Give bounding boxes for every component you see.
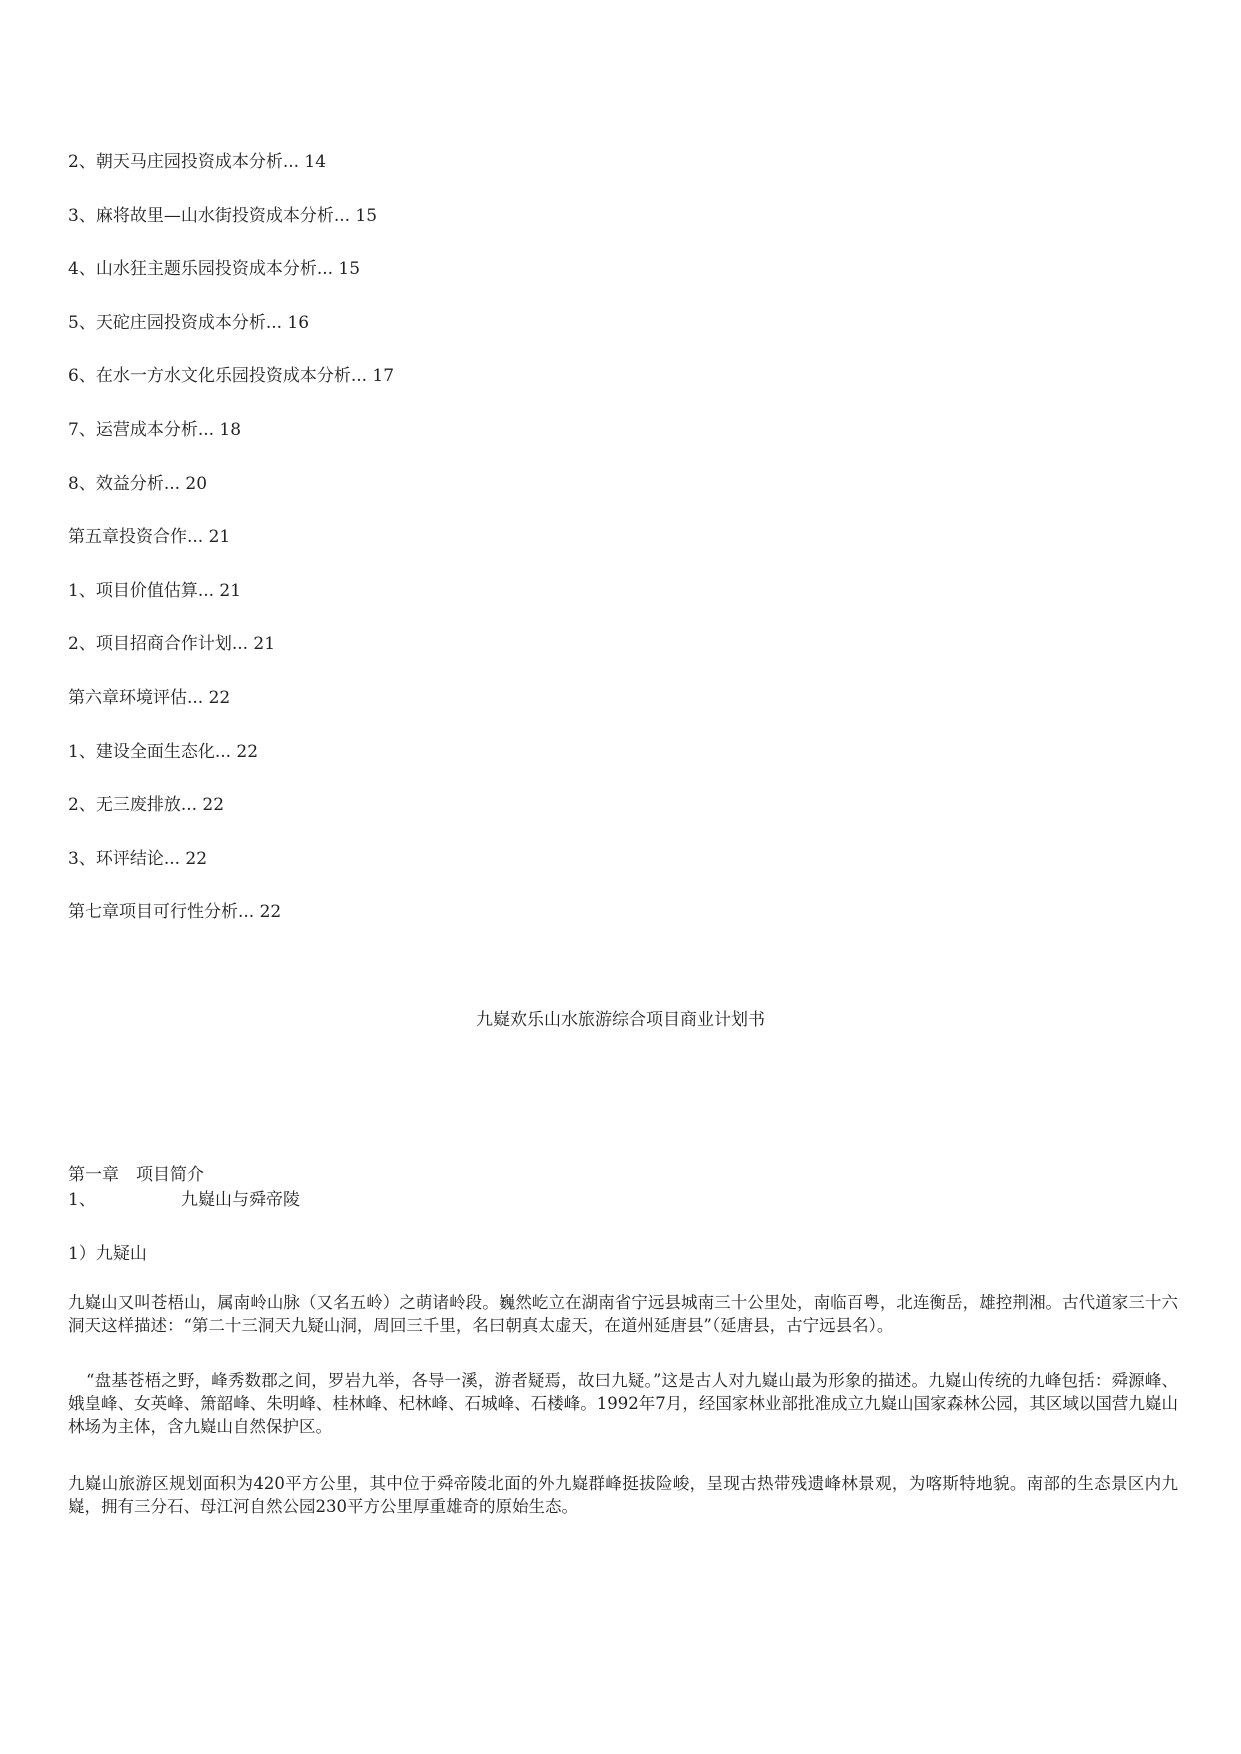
toc-entry[interactable]: 3、麻将故里—山水街投资成本分析... 15 [68, 205, 378, 226]
toc-entry[interactable]: 2、朝天马庄园投资成本分析... 14 [68, 152, 327, 172]
toc-entry[interactable]: 7、运营成本分析... 18 [68, 419, 242, 440]
chapter-heading: 第一章 项目简介 [68, 1165, 204, 1185]
toc-entry[interactable]: 6、在水一方水文化乐园投资成本分析... 17 [68, 366, 395, 387]
body-paragraph: 九嶷山旅游区规划面积为420平方公里，其中位于舜帝陵北面的外九嶷群峰挺拔险峻，呈现古热带残遗峰林景观，为喀斯特地貌。南部的生态景区内九嶷，拥有三分石、母江河自然公园230平方公里厚重雄奇的原始生态。 [68, 1474, 1178, 1516]
body-paragraph: “盘基苍梧之野，峰秀数郡之间，罗岩九举，各导一溪，游者疑焉，故曰九疑。”这是古人对九嶷山最为形象的描述。九嶷山传统的九峰包括：舜源峰、娥皇峰、女英峰、箫韶峰、朱明峰、桂林峰、杞林峰、石城峰、石楼峰。1992年7月，经国家林业部批准成立九嶷山国家森林公园，其区域以国营九嶷山林场为主体，含九嶷山自然保护区。 [68, 1371, 1178, 1436]
section-number: 1、 [68, 1190, 96, 1210]
toc-entry[interactable]: 第六章环境评估... 22 [68, 687, 231, 708]
toc-entry[interactable]: 第七章项目可行性分析... 22 [68, 902, 282, 923]
toc-entry[interactable]: 8、效益分析... 20 [68, 473, 208, 494]
toc-entry[interactable]: 2、无三废排放... 22 [68, 795, 225, 816]
toc-entry[interactable]: 5、天砣庄园投资成本分析... 16 [68, 312, 310, 333]
body-paragraph: 九嶷山又叫苍梧山，属南岭山脉（又名五岭）之萌诸岭段。巍然屹立在湖南省宁远县城南三十公里处，南临百粤，北连衡岳，雄控荆湘。古代道家三十六洞天这样描述：“第二十三洞天九疑山洞，周回三千里，名曰朝真太虚天，在道州延唐县”（延唐县，古宁远县名）。 [68, 1293, 1178, 1335]
table-of-contents [68, 148, 394, 952]
section-title: 九嶷山与舜帝陵 [181, 1190, 300, 1210]
toc-entry[interactable]: 2、项目招商合作计划... 21 [68, 634, 276, 655]
document-title: 九嶷欢乐山水旅游综合项目商业计划书 [476, 1010, 765, 1030]
toc-entry[interactable]: 4、山水狂主题乐园投资成本分析... 15 [68, 259, 361, 280]
subsection-heading: 1）九疑山 [68, 1244, 147, 1264]
toc-entry[interactable]: 第五章投资合作... 21 [68, 527, 231, 548]
section-heading [68, 1188, 300, 1212]
toc-entry[interactable]: 1、建设全面生态化... 22 [68, 741, 259, 762]
toc-entry[interactable]: 3、环评结论... 22 [68, 848, 208, 869]
toc-entry[interactable]: 1、项目价值估算... 21 [68, 580, 242, 601]
